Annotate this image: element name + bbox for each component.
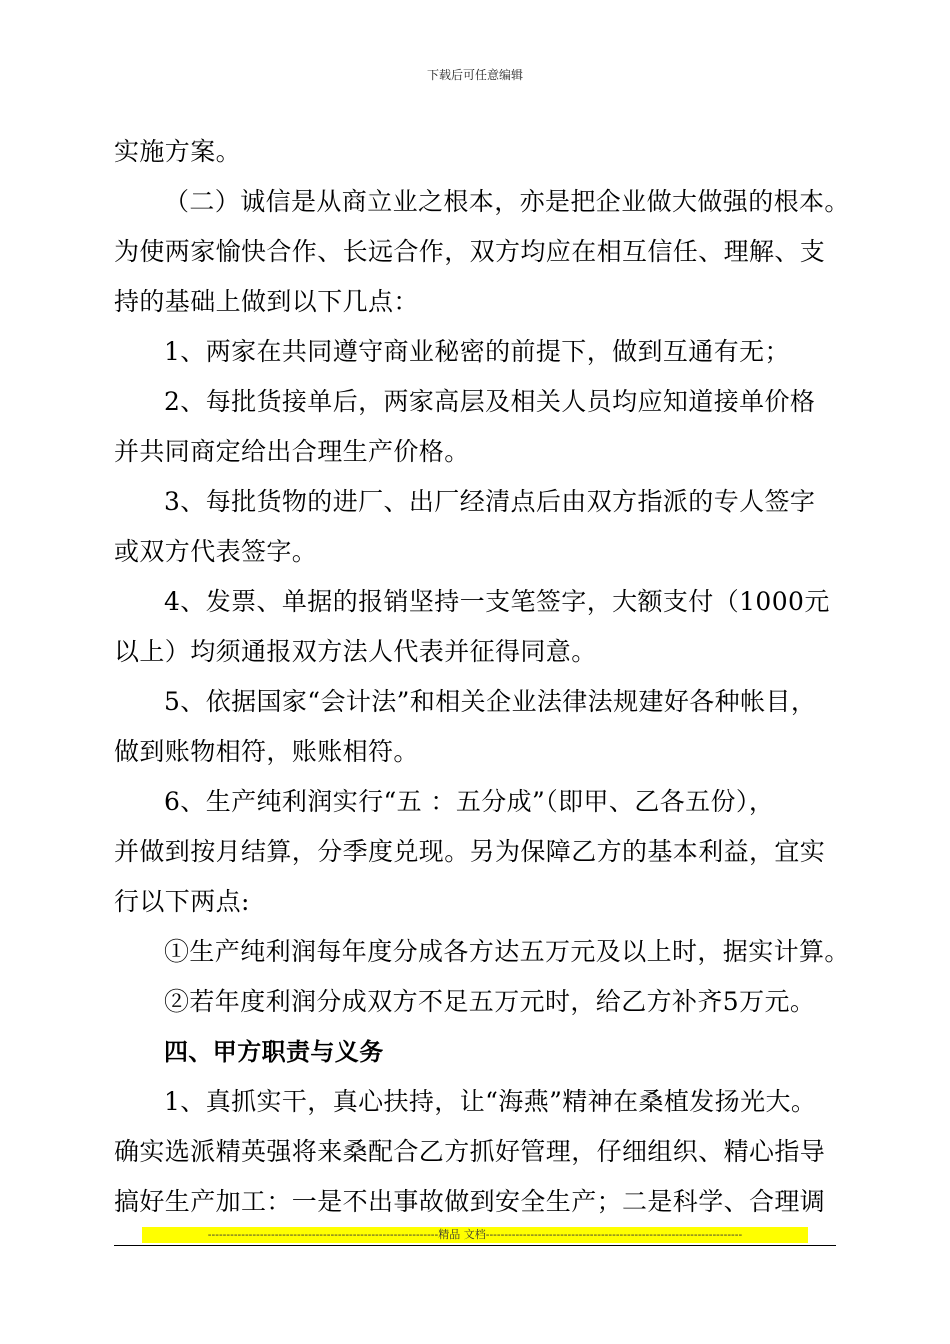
text-line: 并共同商定给出合理生产价格。 bbox=[114, 437, 470, 466]
page-header: 下载后可任意编辑 bbox=[426, 68, 523, 82]
text-line: 或双方代表签字。 bbox=[114, 537, 318, 566]
footer-divider bbox=[114, 1245, 836, 1246]
text-line: 做到账物相符，账账相符。 bbox=[114, 737, 419, 766]
text-line: ①生产纯利润每年度分成各方达五万元及以上时，据实计算。 bbox=[164, 937, 850, 966]
text-line: 持的基础上做到以下几点： bbox=[114, 287, 419, 316]
text-line: 1、两家在共同遵守商业秘密的前提下，做到互通有无； bbox=[164, 337, 790, 366]
text-line: 3、每批货物的进厂、出厂经清点后由双方指派的专人签字 bbox=[164, 487, 816, 516]
text-line: 以上）均须通报双方法人代表并征得同意。 bbox=[114, 637, 597, 666]
text-line: 实施方案。 bbox=[114, 137, 242, 166]
text-line: 6、生产纯利润实行“五 ：五分成”（即甲、乙各五份）， bbox=[164, 787, 775, 816]
text-line: 为使两家愉快合作、长远合作，双方均应在相互信任、理解、支 bbox=[114, 237, 826, 266]
page-footer: --------------------------------------------------------------精品 文档--------------------------------------------------------------------- bbox=[142, 1227, 808, 1243]
section-heading: 四、甲方职责与义务 bbox=[164, 1038, 384, 1066]
text-line: 确实选派精英强将来桑配合乙方抓好管理，仔细组织、精心指导 bbox=[114, 1137, 826, 1166]
text-line: 2、每批货接单后，两家高层及相关人员均应知道接单价格 bbox=[164, 387, 816, 416]
text-line: 4、发票、单据的报销坚持一支笔签字，大额支付（1000元 bbox=[164, 587, 830, 616]
text-line: 搞好生产加工：一是不出事故做到安全生产；二是科学、合理调 bbox=[114, 1187, 826, 1216]
text-line: 行以下两点: bbox=[114, 887, 250, 916]
text-line: 5、依据国家“会计法”和相关企业法律法规建好各种帐目， bbox=[164, 687, 817, 716]
text-line: （二）诚信是从商立业之根本，亦是把企业做大做强的根本。 bbox=[164, 187, 850, 216]
text-line: 1、真抓实干，真心扶持，让“海燕”精神在桑植发扬光大。 bbox=[164, 1087, 817, 1116]
text-line: 并做到按月结算，分季度兑现。另为保障乙方的基本利益，宜实 bbox=[114, 837, 826, 866]
text-line: ②若年度利润分成双方不足五万元时，给乙方补齐5万元。 bbox=[164, 987, 816, 1016]
